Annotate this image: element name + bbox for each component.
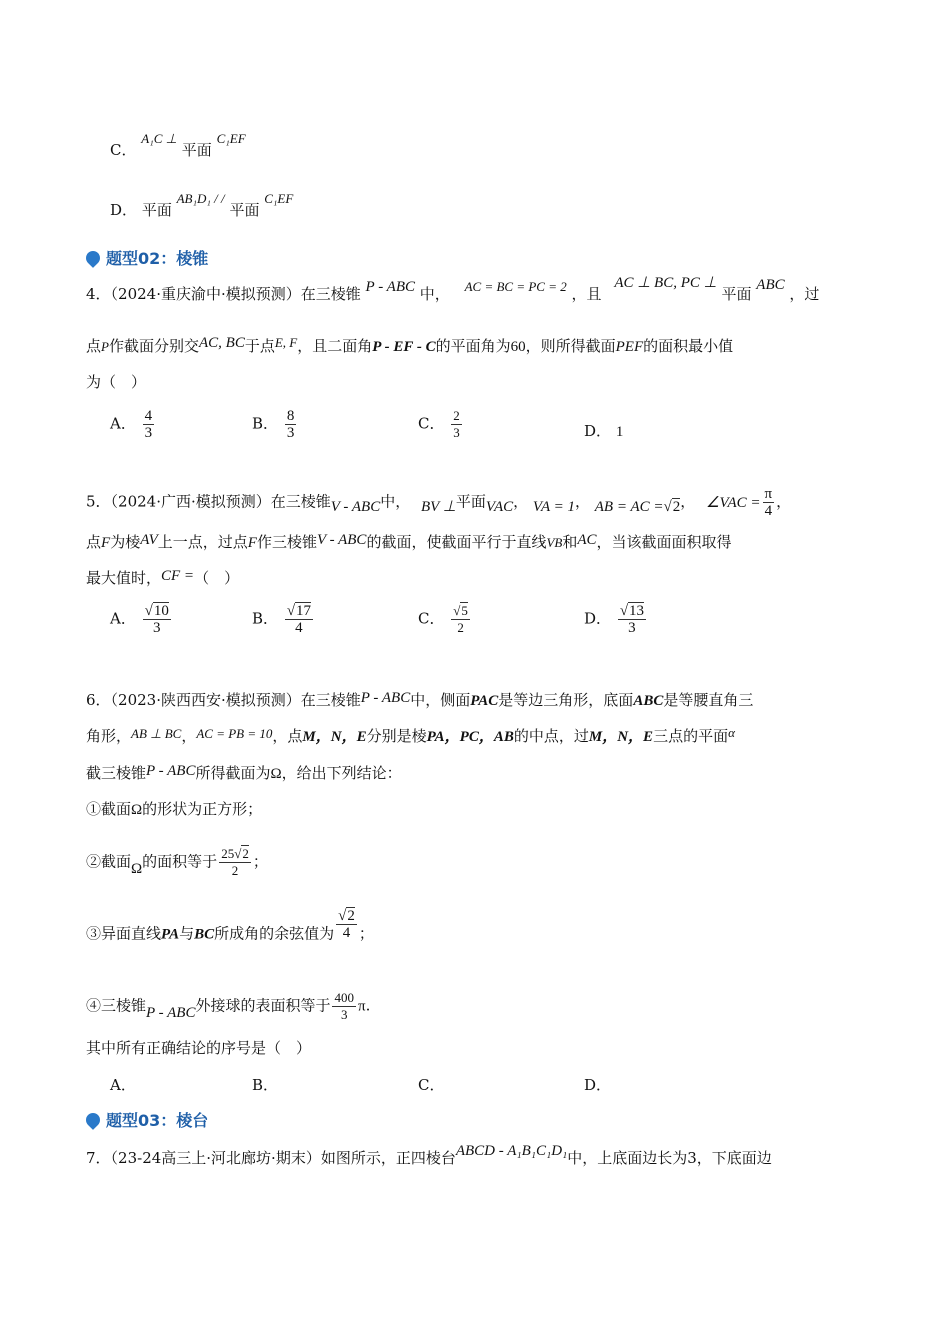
radicand: 2 (242, 846, 249, 861)
math-expression: AC = PB = 10 (196, 726, 273, 741)
question-text: . (365, 996, 371, 1015)
question-text: ④三棱锥 (86, 996, 147, 1015)
question-text: 分别是棱 (366, 727, 427, 745)
math-expression: V - ABC (316, 532, 367, 548)
math-expression: α (728, 725, 735, 740)
math-expression: ABC (756, 277, 785, 293)
question-text: 与 (179, 924, 195, 943)
q4-option-c (418, 408, 464, 441)
plane-text: 平面 (181, 141, 212, 159)
question-6-ask: 其中所有正确结论的序号是（ ） (86, 1039, 312, 1057)
math-expression: AB ⊥ BC (131, 726, 182, 741)
math-expression: 60 (510, 339, 526, 355)
math-expression: ∠VAC = (706, 494, 761, 511)
question-5-line-3 (86, 568, 239, 589)
fraction-denominator: 4 (764, 503, 773, 519)
math-expression: AB = AC = (594, 498, 664, 515)
q6-option-c: C． (418, 1076, 445, 1094)
fraction-denominator: 2 (231, 863, 239, 878)
question-text: 角形， (86, 727, 132, 745)
fraction-numerator: 2 (453, 408, 460, 423)
question-text: 所得截面为 (195, 764, 271, 782)
math-expression: AC = BC = PC = 2 (464, 279, 567, 294)
math-expression: AC, BC (198, 335, 245, 351)
math-expression: E, F (274, 335, 298, 350)
question-text: 中，上底面边长为3，下底面边 (567, 1149, 772, 1167)
q6-option-a: A． (110, 1076, 136, 1094)
math-expression: AC ⊥ BC, PC ⊥ (614, 275, 717, 291)
question-text: ①截面 (86, 800, 132, 818)
heading-title: 棱台 (176, 1111, 209, 1130)
math-expression: π (357, 998, 366, 1015)
question-6-line-2 (86, 726, 735, 747)
question-text: 的平面角为 (435, 337, 511, 355)
question-text: 于点 (244, 337, 275, 355)
section-heading-02 (86, 246, 208, 269)
math-expression: Ω (131, 860, 143, 877)
question-text: 7．（23-24高三上·河北廊坊·期末）如图所示，正四棱台 (86, 1149, 456, 1167)
question-text: 中， (380, 492, 411, 511)
math-expression: PA，PC，AB (426, 729, 514, 745)
fraction-denominator: 3 (453, 425, 460, 440)
q5-option-d: D． $\frac{√13}{3}$ (584, 603, 645, 636)
option-label: C． (110, 141, 137, 159)
math-expression: ABCD - A₁B₁C₁D₁ (455, 1143, 568, 1159)
question-text: 截三棱锥 (86, 764, 147, 782)
math-expression: BC (194, 926, 215, 943)
math-expression: P - ABC (365, 279, 415, 295)
section-heading-03 (86, 1108, 208, 1131)
q6-option-d: D． (584, 1076, 612, 1094)
conclusion-3: ③异面直线PA与BC所成角的余弦值为 $\frac{√2}{4}$ ； (86, 908, 374, 943)
question-text: 的面积最小值 (643, 337, 734, 355)
math-expression: PA (161, 926, 180, 943)
question-text: 中，侧面 (410, 691, 471, 709)
fraction-denominator: 3 (340, 1007, 348, 1022)
option-label: C． (418, 609, 445, 628)
question-text: 作三棱锥 (256, 533, 317, 551)
question-text: ②截面 (86, 852, 132, 871)
math-expression: Ω (270, 766, 282, 782)
q5-option-b: B． $\frac{√17}{4}$ (252, 603, 312, 636)
question-4-line-1 (86, 275, 820, 305)
radicand: 13 (629, 603, 645, 619)
math-expression: ABC (633, 693, 664, 709)
question-text: 是等边三角形，底面 (498, 691, 634, 709)
plane-text: 平面 (229, 201, 260, 219)
question-text: 是等腰直角三 (663, 691, 754, 709)
question-text: 点 (86, 533, 102, 551)
math-expression: C₁EF (216, 131, 246, 146)
question-text: ③异面直线 (86, 924, 162, 943)
question-text: 上一点，过点 (157, 533, 248, 551)
plane-text: 平面 (455, 492, 486, 511)
question-text: 的中点，过 (513, 727, 589, 745)
question-text: 作截面分别交 (108, 337, 199, 355)
math-expression: C₁EF (264, 191, 294, 206)
question-7-line-1 (86, 1143, 772, 1169)
question-text: ，则所得截面 (525, 337, 616, 355)
radicand: 2 (672, 498, 681, 515)
math-expression: M，N，E (302, 729, 367, 745)
fraction-denominator: 3 (286, 425, 295, 441)
q5-option-c: C． $\frac{√5}{2}$ (418, 603, 468, 635)
question-text: ，给出下列结论： (281, 764, 402, 782)
option-d (110, 191, 294, 221)
question-text: 4．（2024·重庆渝中·模拟预测）在三棱锥 (86, 285, 361, 303)
option-label: D． (584, 422, 612, 440)
option-label: A． (110, 414, 136, 433)
fraction-denominator: 2 (457, 620, 464, 635)
question-text: 外接球的表面积等于 (195, 996, 331, 1015)
math-expression: M，N，E (588, 729, 654, 745)
fraction-denominator: 4 (342, 925, 351, 941)
heading-title: 棱锥 (176, 249, 209, 268)
math-expression: F (247, 535, 257, 551)
location-pin-icon (83, 1110, 103, 1130)
question-text: 三点的平面 (653, 727, 729, 745)
question-5-line-2 (86, 532, 732, 553)
plane-text: 平面 (141, 201, 172, 219)
q4-option-d (584, 420, 623, 441)
question-text: 的截面，使截面平行于直线 (366, 533, 547, 551)
math-expression: P - ABC (146, 1004, 196, 1021)
math-expression: AB₁D₁ / / (176, 191, 225, 206)
option-label: B． (252, 609, 279, 628)
math-expression: VAC (485, 498, 514, 515)
question-text: ，且 (571, 285, 602, 303)
question-text: 和 (562, 533, 578, 551)
q4-option-a (110, 408, 156, 441)
question-6-line-3 (86, 763, 402, 784)
math-expression: PEF (615, 339, 644, 355)
radicand: 17 (296, 603, 312, 619)
math-expression: VB (546, 535, 563, 550)
fraction-denominator: 3 (144, 425, 153, 441)
question-text: 中， (419, 285, 450, 303)
math-expression: P - ABC (360, 690, 411, 706)
question-text: 5．（2024·广西·模拟预测）在三棱锥 (86, 492, 331, 511)
math-expression: VA = 1 (532, 498, 575, 515)
fraction-denominator: 3 (152, 620, 161, 636)
question-text: 的面积等于 (142, 852, 218, 871)
conclusion-1 (86, 799, 262, 820)
question-4-line-2 (86, 336, 733, 357)
option-label: C． (418, 414, 445, 433)
conclusion-4 (86, 990, 370, 1023)
q4-option-b (252, 408, 298, 441)
heading-label: 题型03： (106, 1111, 177, 1130)
q5-option-a: A． $\frac{√10}{3}$ (110, 603, 169, 636)
question-text: 6．（2023·陕西西安·模拟预测）在三棱锥 (86, 691, 361, 709)
option-label: D． (110, 201, 138, 219)
fraction-numerator: 8 (286, 408, 295, 424)
math-expression: AV (140, 532, 158, 548)
radicand: 2 (347, 908, 355, 924)
radicand: 10 (153, 603, 169, 619)
radicand: 5 (461, 603, 468, 618)
math-expression: BV ⊥ (421, 498, 456, 515)
math-expression: P - EF - C (372, 339, 436, 355)
math-expression: CF = (161, 568, 195, 584)
math-expression: P (101, 339, 109, 354)
question-text: ，且二面角 (297, 337, 373, 355)
location-pin-icon (83, 248, 103, 268)
question-text: ； (358, 924, 374, 943)
question-text: ， (181, 727, 197, 745)
fraction-numerator: 25 (221, 846, 235, 861)
option-label: D． (584, 609, 612, 628)
conclusion-2: ②截面Ω的面积等于 $\frac{25√2}{2}$ ； (86, 846, 268, 878)
question-text: 最大值时， (86, 569, 162, 587)
heading-label: 题型02： (106, 249, 177, 268)
question-text: ，当该截面面积取得 (596, 533, 732, 551)
question-text: 为棱 (110, 533, 141, 551)
question-text: 点 (86, 337, 102, 355)
math-expression: F (101, 535, 111, 551)
plane-text: 平面 (721, 285, 752, 303)
fraction-numerator: 4 (144, 408, 153, 424)
math-expression: A₁C ⊥ (141, 131, 177, 146)
math-expression: AC (577, 532, 597, 548)
fraction-numerator: π (764, 486, 773, 502)
q6-option-b: B． (252, 1076, 279, 1094)
question-text: ，过 (789, 285, 820, 303)
math-expression: P - ABC (146, 763, 196, 779)
math-expression: Ω (131, 802, 143, 818)
question-text: ，点 (272, 727, 303, 745)
question-5-line-1: 5．（2024·广西·模拟预测）在三棱锥V - ABC中， BV ⊥平面VAC， VA = 1， AB = AC =√2， ∠VAC = $\frac{\pi}{4}$ ， (86, 486, 792, 519)
math-expression: PAC (470, 693, 499, 709)
math-expression: V - ABC (330, 498, 381, 515)
question-text: 所成角的余弦值为 (214, 924, 335, 943)
option-c (110, 131, 246, 161)
question-4-line-3: 为（ ） (86, 373, 147, 391)
fraction-denominator: 3 (628, 620, 636, 636)
fraction-numerator: 400 (334, 990, 354, 1005)
question-6-line-1 (86, 690, 753, 711)
question-text: （ ） (194, 569, 240, 587)
option-label: B． (252, 414, 279, 433)
fraction-denominator: 4 (295, 620, 303, 636)
option-value: 1 (615, 424, 624, 440)
question-text: ； (252, 852, 268, 871)
option-label: A． (110, 609, 136, 628)
question-text: 的形状为正方形； (142, 800, 263, 818)
